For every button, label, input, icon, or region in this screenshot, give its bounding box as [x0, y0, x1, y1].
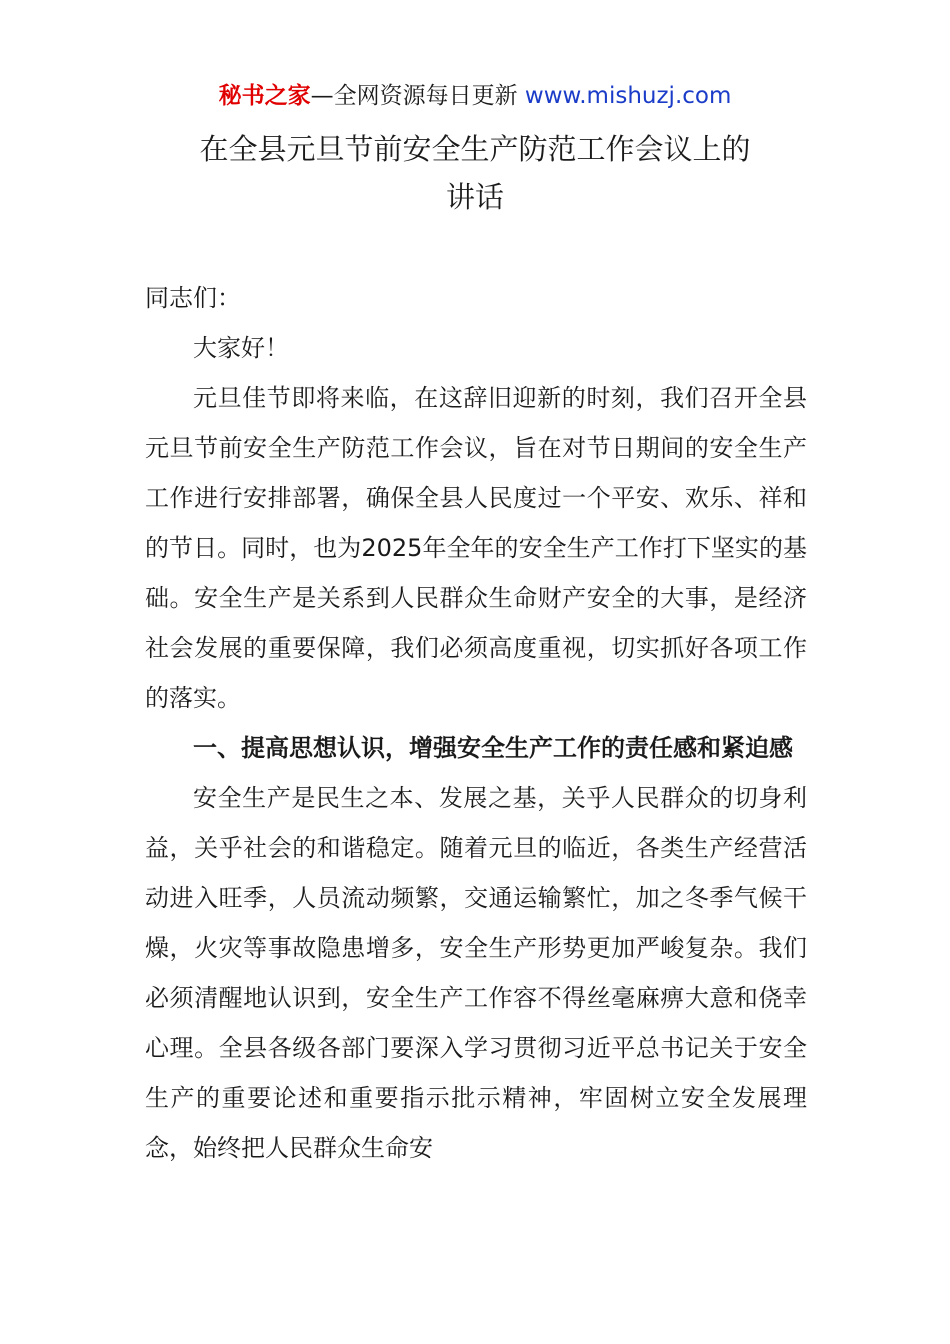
document-body — [145, 273, 807, 1173]
document-title — [0, 125, 950, 221]
header-dash: — — [310, 83, 334, 109]
title-line-1: 在全县元旦节前安全生产防范工作会议上的 — [199, 132, 751, 166]
site-brand: 秘书之家 — [218, 83, 311, 109]
site-url-link[interactable]: www.mishuzj.com — [524, 83, 732, 109]
site-slogan: 全网资源每日更新 — [333, 83, 518, 109]
paragraph-section-1: 安全生产是民生之本、发展之基，关乎人民群众的切身利益，关乎社会的和谐稳定。随着元旦的临近，各类生产经营活动进入旺季，人员流动频繁，交通运输繁忙，加之冬季气候干燥，火灾等事故隐患增多，安全生产形势更加严峻复杂。我们必须清醒地认识到，安全生产工作容不得丝毫麻痹大意和侥幸心理。全县各级各部门要深入学习贯彻习近平总书记关于安全生产的重要论述和重要指示批示精神，牢固树立安全发展理念，始终把人民群众生命安 — [145, 784, 807, 1162]
salutation: 同志们： — [145, 284, 241, 312]
title-line-2: 讲话 — [445, 180, 504, 214]
site-header — [0, 80, 950, 112]
greeting: 大家好！ — [193, 334, 289, 362]
paragraph-intro: 元旦佳节即将来临，在这辞旧迎新的时刻，我们召开全县元旦节前安全生产防范工作会议，旨在对节日期间的安全生产工作进行安排部署，确保全县人民度过一个平安、欢乐、祥和的节日。同时，也为2025年全年的安全生产工作打下坚实的基础。安全生产是关系到人民群众生命财产安全的大事，是经济社会发展的重要保障，我们必须高度重视，切实抓好各项工作的落实。 — [145, 384, 807, 712]
section-heading-1: 一、提高思想认识，增强安全生产工作的责任感和紧迫感 — [193, 734, 793, 762]
